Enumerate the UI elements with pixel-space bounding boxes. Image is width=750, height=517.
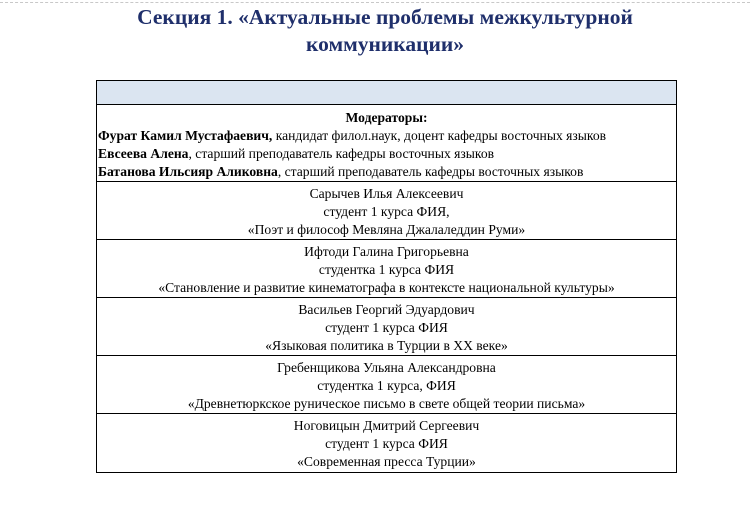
- moderators-heading: Модераторы:: [345, 110, 428, 125]
- moderator-name: Евсеева Алена: [98, 146, 189, 161]
- moderator-role: , старший преподаватель кафедры восточных языков: [277, 164, 584, 179]
- program-table: [96, 80, 677, 473]
- speaker-name: Ноговицын Дмитрий Сергеевич: [293, 418, 480, 433]
- speaker-info: студентка 1 курса ФИЯ: [318, 262, 455, 277]
- moderators-cell: [97, 105, 677, 182]
- speaker-row: [97, 356, 677, 414]
- speaker-name: Гребенщикова Ульяна Александровна: [277, 360, 496, 375]
- section-title-line-1: Секция 1. «Актуальные проблемы межкультурной: [137, 5, 633, 29]
- moderator-name: Батанова Ильсияр Аликовна: [98, 164, 278, 179]
- speaker-topic: «Поэт и философ Мевляна Джалаледдин Руми»: [247, 222, 526, 237]
- header-band-cell: [97, 81, 677, 105]
- speaker-row: [97, 298, 677, 356]
- speaker-row: [97, 182, 677, 240]
- speaker-topic: «Языковая политика в Турции в ХХ веке»: [265, 338, 508, 353]
- speaker-topic: «Древнетюркское руническое письмо в свете общей теории письма»: [187, 396, 586, 411]
- speaker-name: Васильев Георгий Эдуардович: [298, 302, 475, 317]
- moderator-role: кандидат филол.наук, доцент кафедры восточных языков: [272, 128, 607, 143]
- speaker-topic: «Становление и развитие кинематографа в контексте национальной культуры»: [158, 280, 615, 295]
- table-header-band: [97, 81, 677, 105]
- speaker-cell: [97, 240, 677, 298]
- moderator-line: [97, 127, 676, 145]
- speaker-topic: «Современная пресса Турции»: [297, 454, 476, 469]
- moderator-role: , старший преподаватель кафедры восточных языков: [188, 146, 495, 161]
- speaker-name: Сарычев Илья Алексеевич: [309, 186, 464, 201]
- speaker-info: студент 1 курса ФИЯ: [325, 320, 448, 335]
- speaker-info: студентка 1 курса, ФИЯ: [317, 378, 456, 393]
- speaker-name: Ифтоди Галина Григорьевна: [304, 244, 469, 259]
- moderator-name: Фурат Камил Мустафаевич,: [98, 128, 273, 143]
- speaker-info: студент 1 курса ФИЯ,: [323, 204, 450, 219]
- moderators-row: [97, 105, 677, 182]
- speaker-cell: [97, 182, 677, 240]
- section-title: [20, 4, 750, 58]
- moderator-line: [97, 145, 676, 163]
- speaker-cell: [97, 298, 677, 356]
- section-title-line-2: коммуникации»: [306, 32, 464, 56]
- top-divider: [0, 2, 750, 3]
- speaker-cell: [97, 414, 677, 473]
- speaker-row: [97, 240, 677, 298]
- moderator-line: [97, 163, 676, 181]
- speaker-cell: [97, 356, 677, 414]
- speaker-row: [97, 414, 677, 473]
- speaker-info: студент 1 курса ФИЯ: [325, 436, 448, 451]
